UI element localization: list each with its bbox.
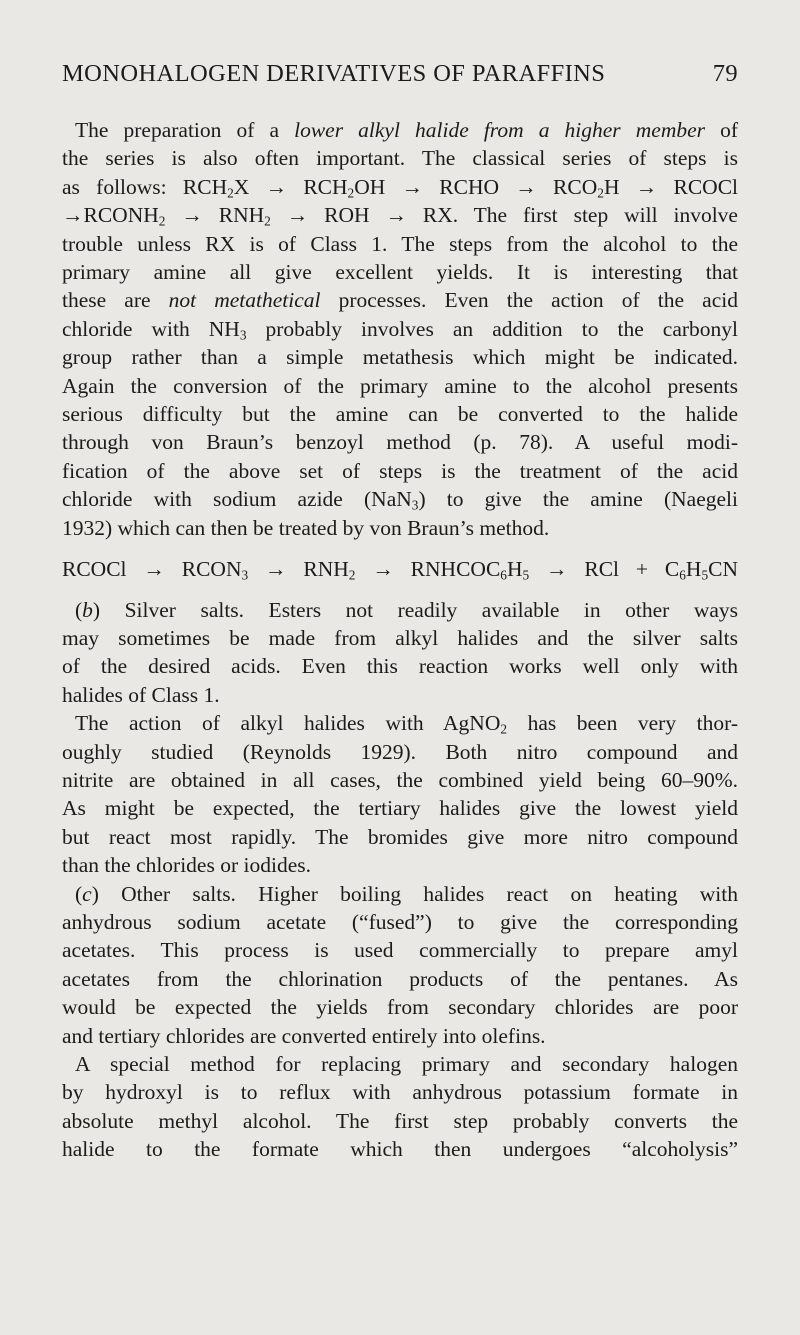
text-line: acetates. This process is used commercially to prepare amyl [62,938,738,963]
text-line: fication of the above set of steps is the treatment of the acid [62,458,738,483]
text-line: would be expected the yields from secondary chlorides are poor [62,995,738,1020]
text-line: these are not metathetical processes. Even the action of the acid [62,288,738,313]
text-line: anhydrous sodium acetate (“fused”) to give the corresponding [62,909,738,934]
page-body [62,116,738,1164]
text-line: through von Braun’s benzoyl method (p. 78). A useful modi- [62,430,738,455]
text-line: halides of Class 1. [62,682,220,707]
text-line: nitrite are obtained in all cases, the combined yield being 60–90%. [62,767,738,792]
text-line: than the chlorides or iodides. [62,853,311,878]
text-line: 1932) which can then be treated by von Braun’s method. [62,515,550,540]
text-line: As might be expected, the tertiary halides give the lowest yield [62,796,738,821]
text-line: The preparation of a lower alkyl halide from a higher member of [75,118,739,142]
text-line: oughly studied (Reynolds 1929). Both nitro compound and [62,739,738,764]
text-line: by hydroxyl is to reflux with anhydrous potassium formate in [62,1080,738,1105]
text-line: as follows: $RCH_2X \to RCH_2OH$ → RCHO → $RCO_2H$ → RCOCl [62,174,739,201]
emphasis: lower alkyl halide from a higher member [294,118,706,142]
reaction-equation: RCOCl → $RCON_3 \to RNH_2$ → $RNHCOC_6H_5$ → RCl + $C_6H_5CN$ [62,557,738,583]
text-line: (c) Other salts. Higher boiling halides react on heating with [75,881,738,906]
text-line: primary amine all give excellent yields. It is interesting that [62,260,738,285]
text-line: but react most rapidly. The bromides give more nitro compound [62,824,738,849]
text-line: serious difficulty but the amine can be converted to the halide [62,402,738,427]
page-number: 79 [712,60,738,87]
text-line: acetates from the chlorination products of the pentanes. As [62,966,738,991]
text-line: Again the conversion of the primary amine to the alcohol presents [62,373,738,398]
text-line: the series is also often important. The classical series of steps is [62,146,738,171]
page-header [62,60,738,88]
text-line: A special method for replacing primary and secondary halogen [75,1052,738,1076]
emphasis: not metathetical [168,288,321,313]
text-line: group rather than a simple metathesis which might be indicated. [62,345,738,370]
text-line: chloride with $NH_3$ probably involves an addition to the carbonyl [62,316,739,343]
text-line: chloride with sodium azide (NaN$_3$) to give the amine (Naegeli [62,487,738,513]
text-line: of the desired acids. Even this reaction works well only with [62,654,738,679]
text-line: The action of alkyl halides with AgNO$_2$ has been very thor- [75,711,738,737]
text-line: may sometimes be made from alkyl halides and the silver salts [62,625,738,650]
text-line: trouble unless RX is of Class 1. The steps from the alcohol to the [62,231,738,256]
text-line: halide to the formate which then undergoes “alcoholysis” [62,1137,738,1162]
text-line: and tertiary chlorides are converted entirely into olefins. [62,1023,546,1048]
text-line: (b) Silver salts. Esters not readily available in other ways [75,597,738,622]
text-line: absolute methyl alcohol. The first step probably converts the [62,1108,738,1133]
text-line: $\to RCONH_2 \to RNH_2$ → ROH → RX. The first step will involve [62,203,738,229]
running-title: MONOHALOGEN DERIVATIVES OF PARAFFINS [62,60,606,87]
